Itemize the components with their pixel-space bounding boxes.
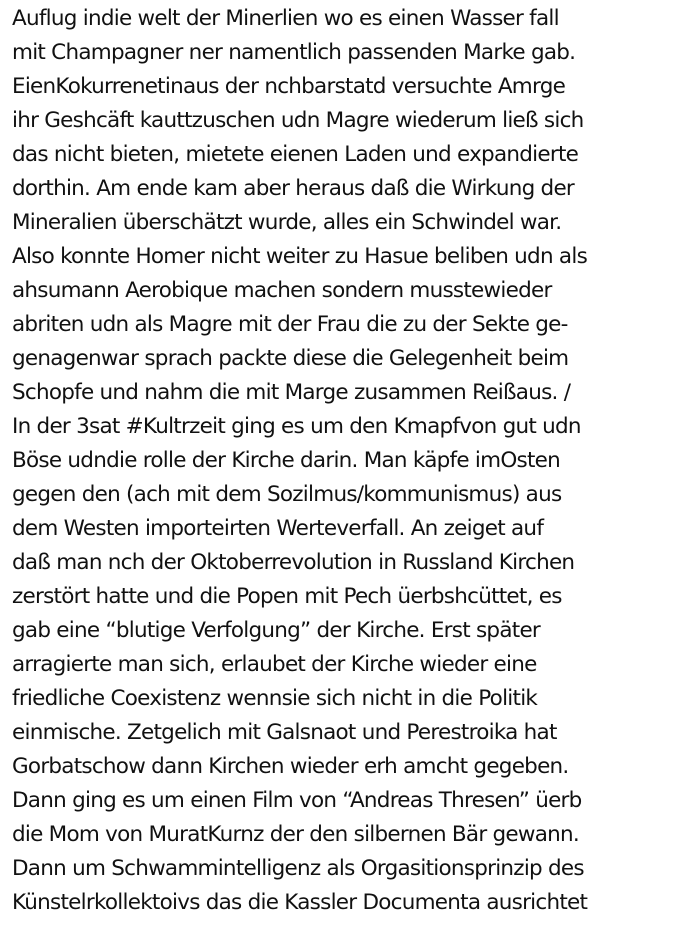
text-line: In der 3sat #Kultrzeit ging es um den Kmapfvon gut udn <box>12 414 581 439</box>
text-line: ihr Geshcäft kauttzuschen udn Magre wiederum ließ sich <box>12 108 584 133</box>
text-line: dorthin. Am ende kam aber heraus daß die Wirkung der <box>12 176 575 201</box>
text-line: die Mom von MuratKurnz der den silbernen Bär gewann. <box>12 822 579 847</box>
text-line: Böse udndie rolle der Kirche darin. Man käpfe imOsten <box>12 448 560 473</box>
text-line: Schopfe und nahm die mit Marge zusammen Reißaus. / <box>12 380 571 405</box>
text-line: Mineralien überschätzt wurde, alles ein Schwindel war. <box>12 210 562 235</box>
text-line: daß man nch der Oktoberrevolution in Russland Kirchen <box>12 550 575 575</box>
text-line: genagenwar sprach packte diese die Gelegenheit beim <box>12 346 569 371</box>
text-line: EienKokurrenetinaus der nchbarstatd versuchte Amrge <box>12 74 566 99</box>
text-line: Dann ging es um einen Film von “Andreas Thresen” üerb <box>12 788 582 813</box>
text-line: zerstört hatte und die Popen mit Pech üerbshcüttet, es <box>12 584 562 609</box>
text-line: Künstelrkollektoivs das die Kassler Documenta ausrichtet <box>12 890 588 915</box>
text-line: gab eine “blutige Verfolgung” der Kirche. Erst später <box>12 618 541 643</box>
text-line: einmische. Zetgelich mit Galsnaot und Perestroika hat <box>12 720 557 745</box>
text-line: dem Westen importeirten Werteverfall. An zeiget auf <box>12 516 544 541</box>
text-line: das nicht bieten, mietete eienen Laden und expandierte <box>12 142 579 167</box>
text-line: mit Champagner ner namentlich passenden Marke gab. <box>12 40 576 65</box>
text-line: Auflug indie welt der Minerlien wo es einen Wasser fall <box>12 6 559 31</box>
text-line: Gorbatschow dann Kirchen wieder erh amcht gegeben. <box>12 754 569 779</box>
text-line: arragierte man sich, erlaubet der Kirche wieder eine <box>12 652 537 677</box>
document-page <box>12 0 684 940</box>
text-line: gegen den (ach mit dem Sozilmus/kommunismus) aus <box>12 482 562 507</box>
text-line: friedliche Coexistenz wennsie sich nicht in die Politik <box>12 686 538 711</box>
text-line: ahsumann Aerobique machen sondern musstewieder <box>12 278 552 303</box>
text-line: abriten udn als Magre mit der Frau die zu der Sekte ge- <box>12 312 568 337</box>
text-line: Dann um Schwammintelligenz als Orgasitionsprinzip des <box>12 856 584 881</box>
text-line: Also konnte Homer nicht weiter zu Hasue beliben udn als <box>12 244 588 269</box>
